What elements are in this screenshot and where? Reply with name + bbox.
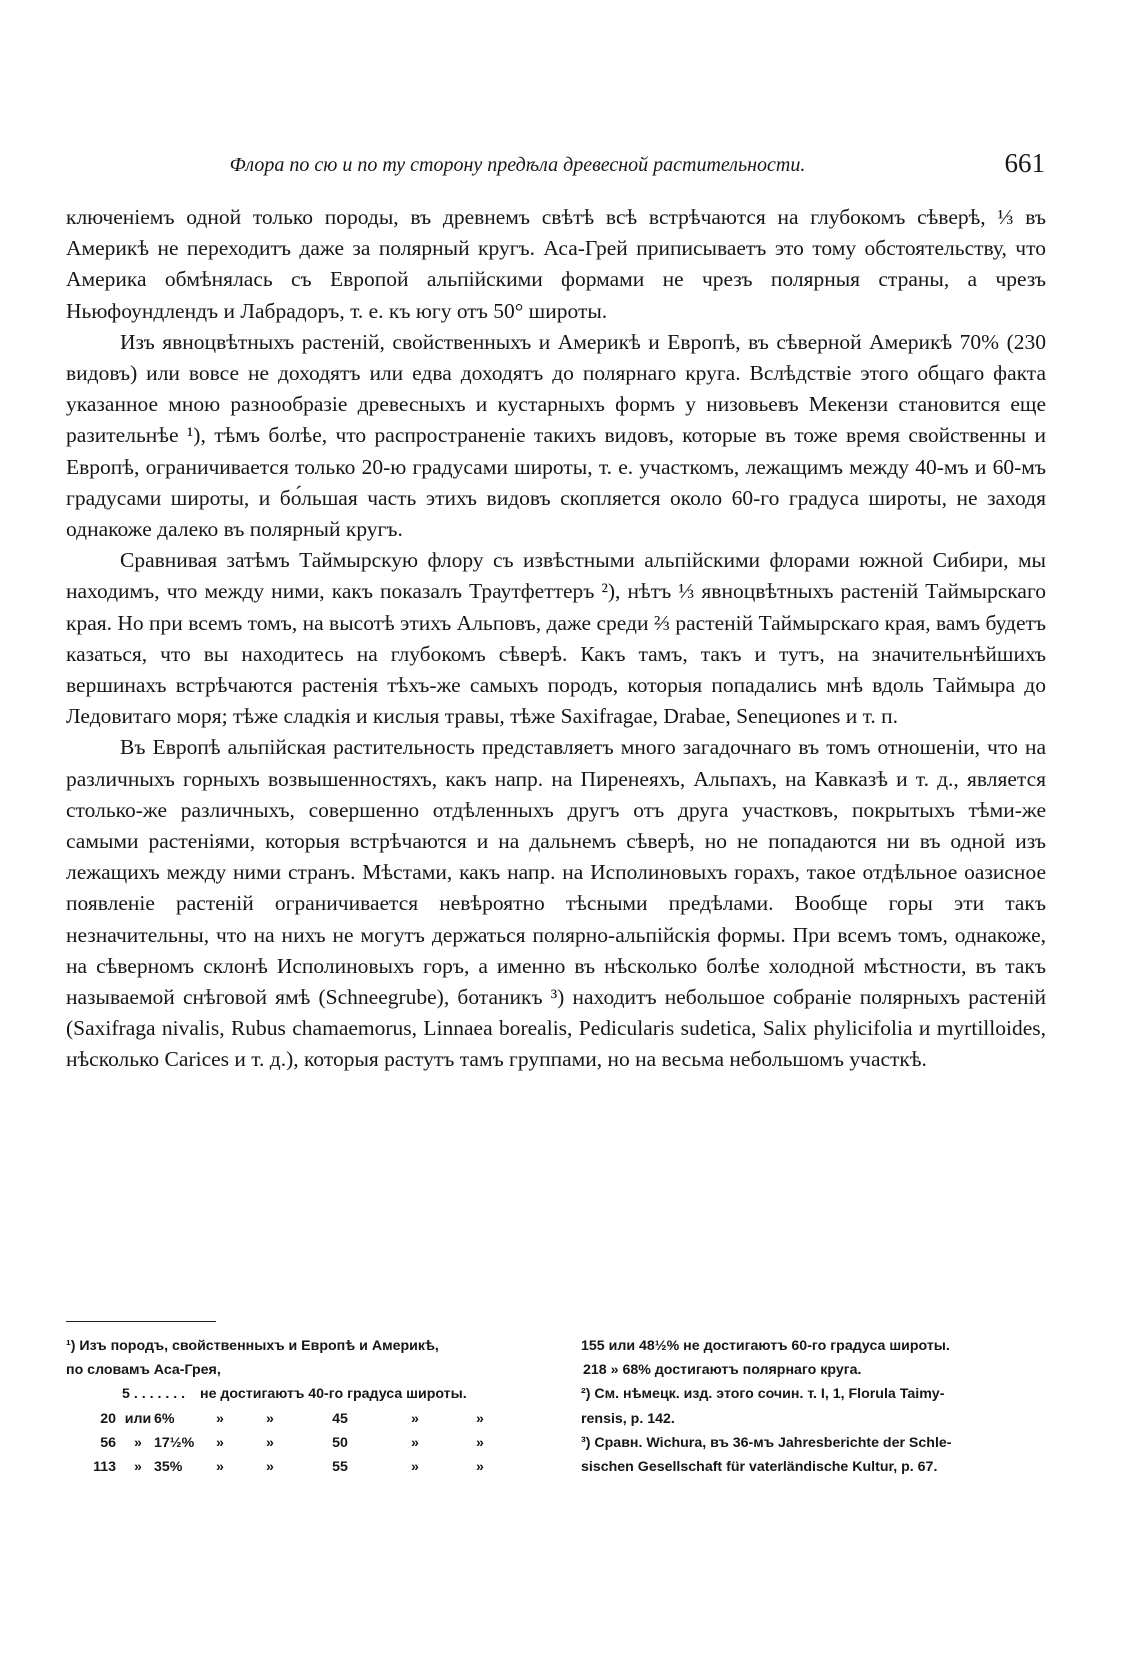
table-cell: »: [476, 1459, 484, 1476]
table-cell: »: [476, 1410, 484, 1427]
body-text: [66, 202, 1046, 1076]
footnote-column-left: [66, 1334, 546, 1479]
table-cell: 6%: [154, 1410, 175, 1427]
table-cell: »: [266, 1434, 274, 1451]
table-cell: »: [216, 1459, 224, 1476]
footnote-3: ³) Сравн. Wichura, въ 36-мъ Jahresberichte der Schle-: [581, 1434, 952, 1451]
table-cell: 50: [332, 1434, 348, 1451]
table-row: [66, 1407, 510, 1431]
table-cell: 113: [93, 1459, 116, 1476]
footnote-column-right: [581, 1334, 1041, 1479]
footnote-table: [66, 1382, 510, 1479]
paragraph: Изъ явноцвѣтныхъ растеній, свойственныхъ и Америкѣ и Европѣ, въ сѣверной Америкѣ 70% (230 видовъ) или вовсе не доходятъ или едва доходятъ до полярнаго круга. Вслѣдствіе этого общаго факта указанное мною разнообразіе древесныхъ и кустарныхъ формъ у низовьевъ Мекензи становится еще разительнѣе ¹), тѣмъ болѣе, что распространеніе такихъ видовъ, которые въ тоже время свойственны и Европѣ, ограничивается только 20-ю градусами широты, т. е. участкомъ, лежащимъ между 40-мъ и 60-мъ градусами широты, и бо́льшая часть этихъ видовъ скопляется около 60-го градуса широты, не заходя однакоже далеко въ полярный кругъ.: [66, 329, 1046, 542]
table-cell: 45: [332, 1410, 348, 1427]
footnote-3-cont: sischen Gesellschaft für vaterländische Kultur, p. 67.: [581, 1459, 938, 1476]
footnote-1-line: ¹) Изъ породъ, свойственныхъ и Европѣ и Америкѣ,: [66, 1338, 439, 1354]
table-cell: »: [411, 1434, 419, 1451]
table-cell: »: [216, 1434, 224, 1451]
paragraph: ключеніемъ одной только породы, въ древнемъ свѣтѣ всѣ встрѣчаются на глубокомъ сѣверѣ, ⅓ въ Америкѣ не переходитъ даже за полярный кругъ. Аса-Грей приписываетъ это тому обстоятельству, что Америка обмѣнялась съ Европой альпійскими формами не чрезъ полярныя страны, а чрезъ Ньюфоундлендъ и Лабрадоръ, т. е. къ югу отъ 50° широты.: [66, 205, 1046, 323]
table-cell: »: [411, 1459, 419, 1476]
table-cell: »: [411, 1410, 419, 1427]
table-cell: 55: [332, 1459, 348, 1476]
table-cell: 5 . . . . . . .: [122, 1386, 186, 1403]
table-cell: 35%: [154, 1459, 183, 1476]
footnote-2: ²) См. нѣмецк. изд. этого сочин. т. I, 1, Florula Taimy-: [581, 1386, 945, 1403]
table-cell: »: [134, 1434, 142, 1451]
table-cell: »: [134, 1459, 142, 1476]
table-cell: 20: [100, 1410, 116, 1427]
footnote-2-cont: rensis, p. 142.: [581, 1410, 675, 1427]
running-title: Флора по сю и по ту сторону предѣла древесной растительности.: [229, 154, 806, 176]
paragraph: Сравнивая затѣмъ Таймырскую флору съ извѣстными альпійскими флорами южной Сибири, мы находимъ, что между ними, какъ показалъ Траутфеттеръ ²), нѣтъ ⅓ явноцвѣтныхъ растеній Таймырскаго края. Но при всемъ томъ, на высотѣ этихъ Альповъ, даже среди ⅔ растеній Таймырскаго края, вамъ будетъ казаться, что вы находитесь на глубокомъ сѣверѣ. Какъ тамъ, такъ и тутъ, на значительнѣйшихъ вершинахъ встрѣчаются растенія тѣхъ-же самыхъ породъ, которыя попадались мнѣ вдоль Таймыра до Ледовитаго моря; тѣже сладкія и кислыя травы, тѣже Saxifragae, Drabae, Senециones и т. п.: [66, 548, 1046, 729]
table-row: [66, 1382, 510, 1406]
table-cell: »: [476, 1434, 484, 1451]
page-header: [60, 148, 1045, 190]
paragraph: Въ Европѣ альпійская растительность представляетъ много загадочнаго въ томъ отношеніи, что на различныхъ горныхъ возвышенностяхъ, какъ напр. на Пиренеяхъ, Альпахъ, на Кавказѣ и т. д., является столько-же различныхъ, совершенно отдѣленныхъ другъ отъ друга участковъ, покрытыхъ тѣми-же самыми растеніями, которыя встрѣчаются и на дальнемъ сѣверѣ, но не попадаются ни въ одной изъ лежащихъ между ними странъ. Мѣстами, какъ напр. на Исполиновыхъ горахъ, такое отдѣльное оазисное появленіе растеній ограничивается невѣроятно тѣсными предѣлами. Вообще горы эти такъ незначительны, что на нихъ не могутъ держаться полярно-альпійскія формы. При всемъ томъ, однакоже, на сѣверномъ склонѣ Исполиновыхъ горъ, а именно въ нѣсколько болѣе холодной мѣстности, въ такъ называемой снѣговой ямѣ (Schneegrube), ботаникъ ³) находитъ небольшое собраніе полярныхъ растеній (Saxifraga nivalis, Rubus chamaemorus, Linnaea borealis, Pedicularis sudetica, Salix phylicifolia и myrtilloides, нѣсколько Carices и т. д.), которыя растутъ тамъ группами, но на весьма небольшомъ участкѣ.: [66, 735, 1046, 1072]
table-cell: »: [266, 1459, 274, 1476]
table-cell: 56: [100, 1434, 116, 1451]
page-number: 661: [1004, 148, 1045, 178]
footnote-line: 155 или 48½% не достигаютъ 60-го градуса широты.: [581, 1338, 950, 1354]
table-cell: 17½%: [154, 1434, 195, 1451]
table-row: [66, 1431, 510, 1455]
table-cell: »: [216, 1410, 224, 1427]
footnote-line: 218 » 68% достигаютъ полярнаго круга.: [583, 1362, 862, 1379]
table-row: [66, 1455, 510, 1479]
table-cell: или: [124, 1410, 152, 1427]
footnote-1-line: по словамъ Аса-Грея,: [66, 1362, 221, 1379]
footnote-divider: [66, 1321, 216, 1322]
table-cell: »: [266, 1410, 274, 1427]
table-cell: не достигаютъ 40-го градуса широты.: [200, 1386, 467, 1403]
